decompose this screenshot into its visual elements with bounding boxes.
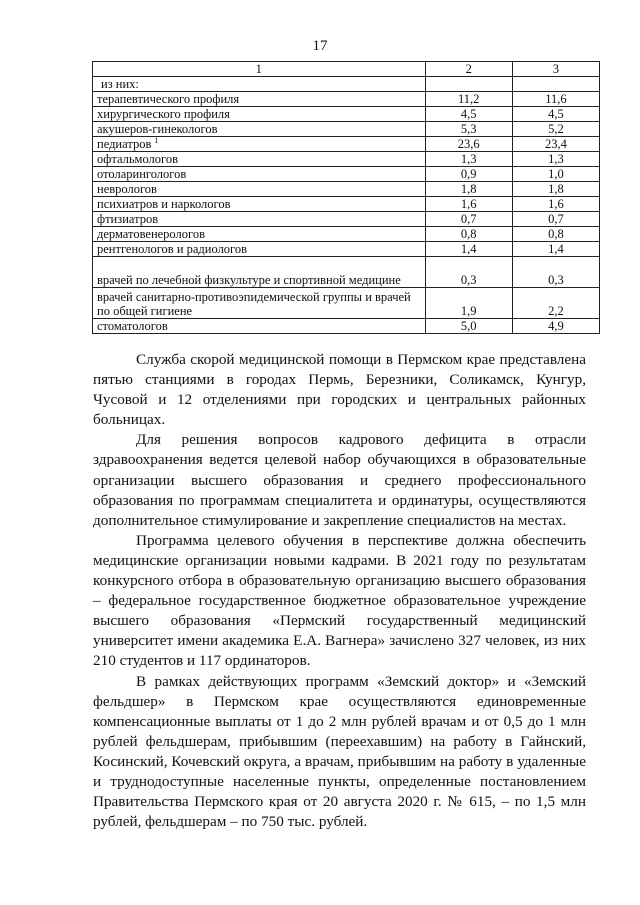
table-row bbox=[93, 152, 600, 167]
value-cell-col2: 0,8 bbox=[425, 227, 512, 242]
table-row bbox=[93, 107, 600, 122]
row-label bbox=[93, 122, 426, 137]
row-label bbox=[93, 212, 426, 227]
row-label-text: врачей санитарно-противоэпидемической группы и врачей по общей гигиене bbox=[97, 290, 411, 318]
staffing-table bbox=[92, 61, 600, 334]
row-label-text: хирургического профиля bbox=[97, 107, 230, 121]
staffing-table-container bbox=[92, 61, 600, 334]
value-cell-col3: 4,9 bbox=[512, 319, 599, 334]
value-cell-col3 bbox=[512, 77, 599, 92]
row-label-text: неврологов bbox=[97, 182, 157, 196]
column-header-1: 1 bbox=[93, 62, 426, 77]
row-label-text: из них: bbox=[101, 77, 139, 91]
row-label-text: врачей по лечебной физкультуре и спортивной медицине bbox=[97, 273, 401, 287]
row-label-text: дерматовенерологов bbox=[97, 227, 205, 241]
table-row bbox=[93, 212, 600, 227]
table-row bbox=[93, 167, 600, 182]
row-label bbox=[93, 152, 426, 167]
value-cell-col2: 4,5 bbox=[425, 107, 512, 122]
value-cell-col3: 5,2 bbox=[512, 122, 599, 137]
row-label-text: отоларингологов bbox=[97, 167, 187, 181]
row-label-text: психиатров и наркологов bbox=[97, 197, 231, 211]
table-row bbox=[93, 257, 600, 288]
value-cell-col2: 0,9 bbox=[425, 167, 512, 182]
row-label bbox=[93, 107, 426, 122]
row-label bbox=[93, 182, 426, 197]
row-label bbox=[93, 137, 426, 152]
value-cell-col2: 11,2 bbox=[425, 92, 512, 107]
footnote-marker: 1 bbox=[154, 135, 159, 145]
value-cell-col3: 0,8 bbox=[512, 227, 599, 242]
value-cell-col2: 1,8 bbox=[425, 182, 512, 197]
row-label-text: рентгенологов и радиологов bbox=[97, 242, 248, 256]
value-cell-col2: 5,3 bbox=[425, 122, 512, 137]
value-cell-col2: 1,4 bbox=[425, 242, 512, 257]
value-cell-col2: 1,6 bbox=[425, 197, 512, 212]
table-row bbox=[93, 92, 600, 107]
row-label bbox=[93, 227, 426, 242]
value-cell-col3: 1,4 bbox=[512, 242, 599, 257]
body-text bbox=[93, 350, 586, 832]
paragraph: Служба скорой медицинской помощи в Пермском крае представлена пятью станциями в городах Пермь, Березники, Соликамск, Кунгур, Чусовой и 12 отделениями при городских и центральных районных больницах. bbox=[93, 351, 586, 429]
paragraph: В рамках действующих программ «Земский доктор» и «Земский фельдшер» в Пермском крае осуществляются единовременные компенсационные выплаты от 1 до 2 млн рублей врачам и от 0,5 до 1 млн рублей фельдшерам, прибывшим (переехавшим) на работу в Гайнский, Косинский, Кочевский округа, а врачам, прибывшим на работу в удаленные и труднодоступные населенные пункты, определенные постановлением Правительства Пермского края от 20 августа 2020 г. № 615, – по 1,5 млн рублей, фельдшерам – по 750 тыс. рублей. bbox=[93, 672, 586, 831]
row-label bbox=[93, 257, 426, 288]
table-body bbox=[93, 77, 600, 334]
row-label-text: офтальмологов bbox=[97, 152, 179, 166]
value-cell-col2: 1,3 bbox=[425, 152, 512, 167]
table-row bbox=[93, 77, 600, 92]
value-cell-col3: 4,5 bbox=[512, 107, 599, 122]
value-cell-col3: 1,3 bbox=[512, 152, 599, 167]
value-cell-col3: 1,6 bbox=[512, 197, 599, 212]
column-header-3: 3 bbox=[512, 62, 599, 77]
table-row bbox=[93, 197, 600, 212]
table-row bbox=[93, 242, 600, 257]
row-label bbox=[93, 319, 426, 334]
value-cell-col2: 5,0 bbox=[425, 319, 512, 334]
value-cell-col2: 0,7 bbox=[425, 212, 512, 227]
row-label-text: педиатров bbox=[97, 137, 152, 151]
row-label bbox=[93, 242, 426, 257]
table-row bbox=[93, 288, 600, 319]
value-cell-col3: 2,2 bbox=[512, 288, 599, 319]
column-header-2: 2 bbox=[425, 62, 512, 77]
row-label bbox=[93, 288, 426, 319]
row-label-text: стоматологов bbox=[97, 319, 168, 333]
row-label-text: акушеров-гинекологов bbox=[97, 122, 218, 136]
value-cell-col2: 0,3 bbox=[425, 257, 512, 288]
table-row bbox=[93, 319, 600, 334]
value-cell-col3: 11,6 bbox=[512, 92, 599, 107]
table-header-row bbox=[93, 62, 600, 77]
value-cell-col3: 23,4 bbox=[512, 137, 599, 152]
value-cell-col3: 0,3 bbox=[512, 257, 599, 288]
value-cell-col2 bbox=[425, 77, 512, 92]
value-cell-col3: 1,0 bbox=[512, 167, 599, 182]
value-cell-col3: 1,8 bbox=[512, 182, 599, 197]
table-row bbox=[93, 227, 600, 242]
paragraph: Программа целевого обучения в перспективе должна обеспечить медицинские организации новыми кадрами. В 2021 году по результатам конкурсного отбора в образовательную организацию высшего образования – федеральное государственное бюджетное образовательное учреждение высшего образования «Пермский государственный медицинский университет имени академика Е.А. Вагнера» зачислено 327 человек, из них 210 студентов и 117 ординаторов. bbox=[93, 531, 586, 670]
page-number: 17 bbox=[312, 38, 328, 54]
row-label-text: фтизиатров bbox=[97, 212, 159, 226]
table-row bbox=[93, 182, 600, 197]
row-label bbox=[93, 77, 426, 92]
table-row bbox=[93, 137, 600, 152]
row-label bbox=[93, 167, 426, 182]
row-label-text: терапевтического профиля bbox=[97, 92, 240, 106]
value-cell-col2: 1,9 bbox=[425, 288, 512, 319]
value-cell-col2: 23,6 bbox=[425, 137, 512, 152]
value-cell-col3: 0,7 bbox=[512, 212, 599, 227]
table-row bbox=[93, 122, 600, 137]
row-label bbox=[93, 197, 426, 212]
row-label bbox=[93, 92, 426, 107]
paragraph: Для решения вопросов кадрового дефицита в отрасли здравоохранения ведется целевой набор обучающихся в образовательные организации высшего образования и среднего профессионального образования по программам специалитета и ординатуры, осуществляются дополнительное стимулирование и закрепление специалистов на местах. bbox=[93, 431, 586, 529]
